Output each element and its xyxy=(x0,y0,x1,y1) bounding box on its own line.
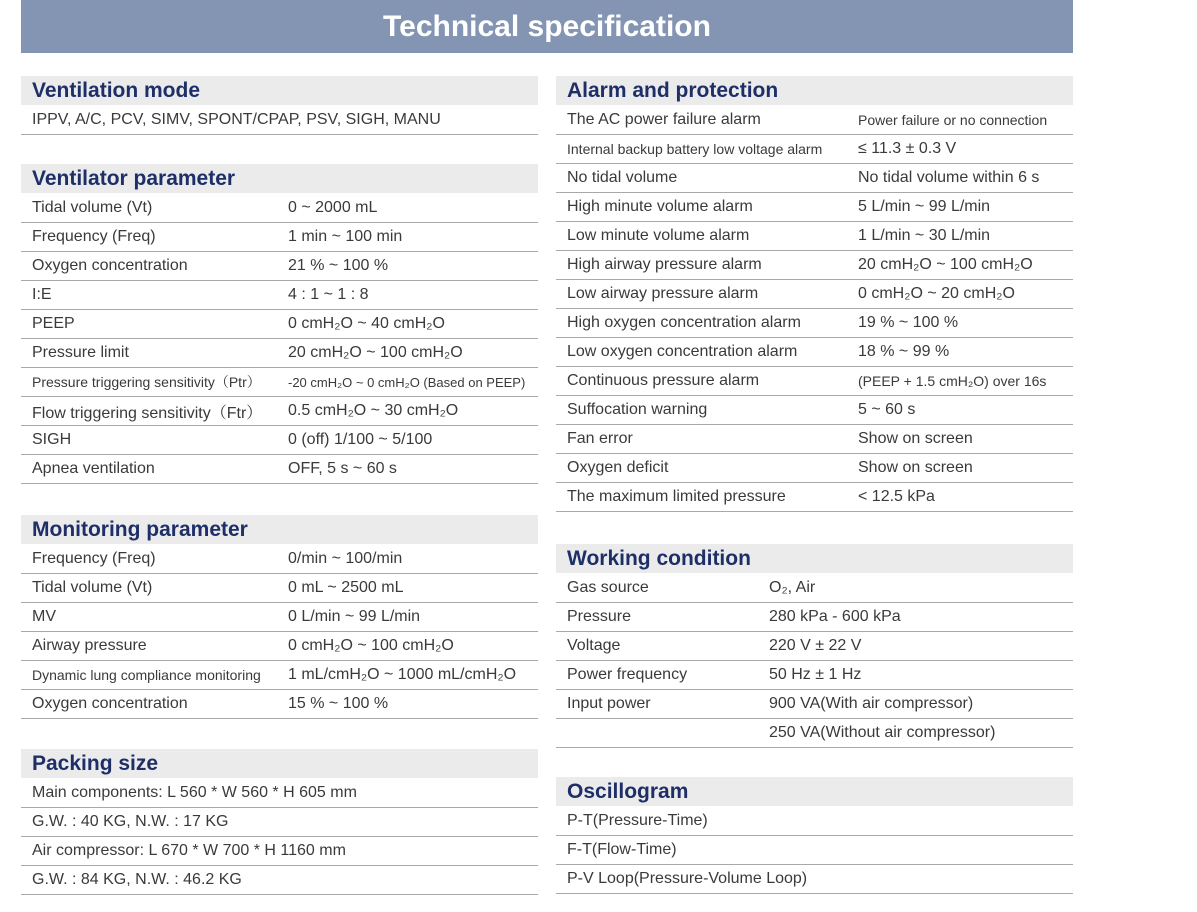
spec-label: Pressure triggering sensitivity（Ptr） xyxy=(32,374,261,390)
spec-value: 1 L/min ~ 30 L/min xyxy=(858,227,991,244)
spec-label: SIGH xyxy=(32,431,72,448)
spec-row xyxy=(556,573,1073,603)
spec-row xyxy=(556,632,1073,661)
spec-value: 4 : 1 ~ 1 : 8 xyxy=(288,286,369,303)
spec-text: G.W. : 40 KG, N.W. : 17 KG xyxy=(32,813,229,830)
spec-value: Power failure or no connection xyxy=(858,111,1048,128)
spec-row xyxy=(556,806,1073,836)
alarm-protection-section xyxy=(556,76,1073,512)
spec-label: No tidal volume xyxy=(567,169,678,186)
spec-value: < 12.5 kPa xyxy=(858,488,935,505)
spec-label: I:E xyxy=(32,286,52,303)
spec-row xyxy=(21,574,538,603)
spec-value: 0 (off) 1/100 ~ 5/100 xyxy=(288,431,433,448)
spec-value: 0 ~ 2000 mL xyxy=(288,198,378,216)
spec-label: Dynamic lung compliance monitoring xyxy=(32,667,261,683)
section-title: Oscillogram xyxy=(556,777,1073,806)
spec-label: Apnea ventilation xyxy=(32,460,155,477)
spec-row xyxy=(21,368,538,397)
spec-row xyxy=(21,837,538,866)
spec-row xyxy=(556,396,1073,425)
spec-label: The AC power failure alarm xyxy=(567,110,761,128)
spec-label: Tidal volume (Vt) xyxy=(32,579,153,596)
spec-row xyxy=(556,251,1073,280)
spec-row xyxy=(21,778,538,808)
spec-row xyxy=(556,865,1073,894)
spec-label: Gas source xyxy=(567,578,649,596)
spec-text: P-T(Pressure-Time) xyxy=(567,811,708,829)
spec-row xyxy=(556,603,1073,632)
working-condition-section xyxy=(556,544,1073,748)
spec-value: 250 VA(Without air compressor) xyxy=(769,724,996,741)
spec-row xyxy=(556,483,1073,512)
spec-row xyxy=(556,690,1073,719)
spec-value: 5 ~ 60 s xyxy=(858,401,916,418)
spec-row xyxy=(21,281,538,310)
spec-text: G.W. : 84 KG, N.W. : 46.2 KG xyxy=(32,871,242,888)
spec-value: O₂, Air xyxy=(769,578,816,596)
spec-row xyxy=(556,280,1073,309)
spec-row xyxy=(21,426,538,455)
spec-text: Air compressor: L 670 * W 700 * H 1160 mm xyxy=(32,842,346,859)
spec-label: Voltage xyxy=(567,637,621,654)
spec-value: 0 cmH₂O ~ 100 cmH₂O xyxy=(288,637,454,654)
spec-label: Low oxygen concentration alarm xyxy=(567,343,798,360)
spec-label: Low airway pressure alarm xyxy=(567,285,759,302)
ventilation-mode-section xyxy=(21,76,538,135)
spec-label: High minute volume alarm xyxy=(567,198,753,215)
spec-label: PEEP xyxy=(32,315,75,332)
spec-value: No tidal volume within 6 s xyxy=(858,169,1040,186)
spec-label: Frequency (Freq) xyxy=(32,228,156,245)
spec-value: 18 % ~ 99 % xyxy=(858,343,950,360)
spec-value: 0 cmH₂O ~ 20 cmH₂O xyxy=(858,285,1015,302)
oscillogram-section xyxy=(556,777,1073,894)
spec-row xyxy=(21,661,538,690)
spec-value: 280 kPa - 600 kPa xyxy=(769,608,901,625)
spec-value: 0 cmH₂O ~ 40 cmH₂O xyxy=(288,315,445,332)
spec-row xyxy=(556,719,1073,748)
spec-value: 21 % ~ 100 % xyxy=(288,257,389,274)
spec-row xyxy=(556,193,1073,222)
spec-value: 15 % ~ 100 % xyxy=(288,695,389,712)
section-title: Alarm and protection xyxy=(556,76,1073,105)
spec-label: Oxygen concentration xyxy=(32,695,188,712)
spec-text: P-V Loop(Pressure-Volume Loop) xyxy=(567,870,808,887)
spec-row xyxy=(556,836,1073,865)
spec-value: Show on screen xyxy=(858,430,973,447)
spec-row xyxy=(21,397,538,426)
spec-label: The maximum limited pressure xyxy=(567,488,786,505)
spec-row xyxy=(21,544,538,574)
spec-row xyxy=(21,339,538,368)
spec-value: Show on screen xyxy=(858,459,973,476)
spec-label: Flow triggering sensitivity（Ftr） xyxy=(32,404,263,422)
spec-value: 20 cmH₂O ~ 100 cmH₂O xyxy=(858,256,1033,273)
spec-row xyxy=(21,105,538,135)
spec-row xyxy=(21,690,538,719)
spec-row xyxy=(21,310,538,339)
section-title: Monitoring parameter xyxy=(21,515,538,544)
spec-row xyxy=(21,193,538,223)
spec-label: Pressure xyxy=(567,608,632,625)
spec-row xyxy=(556,105,1073,135)
spec-value: 1 mL/cmH₂O ~ 1000 mL/cmH₂O xyxy=(288,666,517,683)
spec-row xyxy=(556,309,1073,338)
spec-row xyxy=(556,164,1073,193)
spec-text: F-T(Flow-Time) xyxy=(567,841,677,858)
spec-label: Power frequency xyxy=(567,666,688,683)
section-title: Packing size xyxy=(21,749,538,778)
spec-value: (PEEP + 1.5 cmH₂O) over 16s xyxy=(858,373,1047,389)
spec-value: -20 cmH₂O ~ 0 cmH₂O (Based on PEEP) xyxy=(288,374,526,390)
spec-label: Oxygen concentration xyxy=(32,257,188,274)
spec-row xyxy=(21,252,538,281)
spec-label: Internal backup battery low voltage alarm xyxy=(567,141,823,157)
spec-row xyxy=(21,223,538,252)
spec-label: MV xyxy=(32,608,56,625)
spec-value: 1 min ~ 100 min xyxy=(288,228,403,245)
spec-label: Oxygen deficit xyxy=(567,459,669,476)
spec-value: 0 L/min ~ 99 L/min xyxy=(288,608,421,625)
spec-row xyxy=(556,338,1073,367)
spec-row xyxy=(556,222,1073,251)
spec-row xyxy=(556,367,1073,396)
spec-label: Fan error xyxy=(567,430,633,447)
section-title: Ventilation mode xyxy=(21,76,538,105)
spec-row xyxy=(556,135,1073,164)
spec-row xyxy=(21,603,538,632)
spec-value: 20 cmH₂O ~ 100 cmH₂O xyxy=(288,344,463,361)
spec-value: 900 VA(With air compressor) xyxy=(769,695,974,712)
spec-row xyxy=(21,455,538,484)
spec-row xyxy=(21,632,538,661)
spec-label: Airway pressure xyxy=(32,637,147,654)
spec-label: High airway pressure alarm xyxy=(567,256,762,273)
ventilator-parameter-section xyxy=(21,164,538,484)
spec-value: OFF, 5 s ~ 60 s xyxy=(288,460,397,477)
spec-label: Tidal volume (Vt) xyxy=(32,198,153,216)
spec-value: ≤ 11.3 ± 0.3 V xyxy=(858,140,957,157)
ventilation-mode-text: IPPV, A/C, PCV, SIMV, SPONT/CPAP, PSV, SIGH, MANU xyxy=(32,110,441,128)
spec-label: Pressure limit xyxy=(32,344,129,361)
spec-label: Suffocation warning xyxy=(567,401,708,418)
spec-label: Low minute volume alarm xyxy=(567,227,750,244)
spec-row xyxy=(21,808,538,837)
spec-value: 19 % ~ 100 % xyxy=(858,314,959,331)
page-title: Technical specification xyxy=(21,0,1073,53)
spec-label: Continuous pressure alarm xyxy=(567,372,760,389)
spec-label: High oxygen concentration alarm xyxy=(567,314,801,331)
spec-row xyxy=(556,425,1073,454)
spec-label: Frequency (Freq) xyxy=(32,549,156,567)
spec-row xyxy=(556,661,1073,690)
spec-value: 220 V ± 22 V xyxy=(769,637,862,654)
section-title: Working condition xyxy=(556,544,1073,573)
spec-label: Input power xyxy=(567,695,651,712)
spec-value: 5 L/min ~ 99 L/min xyxy=(858,198,991,215)
spec-value: 50 Hz ± 1 Hz xyxy=(769,666,862,683)
spec-row xyxy=(21,866,538,895)
spec-value: 0 mL ~ 2500 mL xyxy=(288,579,404,596)
monitoring-parameter-section xyxy=(21,515,538,719)
spec-value: 0/min ~ 100/min xyxy=(288,549,403,567)
spec-text: Main components: L 560 * W 560 * H 605 mm xyxy=(32,783,357,801)
spec-row xyxy=(556,454,1073,483)
packing-size-section xyxy=(21,749,538,895)
section-title: Ventilator parameter xyxy=(21,164,538,193)
spec-value: 0.5 cmH₂O ~ 30 cmH₂O xyxy=(288,402,459,419)
